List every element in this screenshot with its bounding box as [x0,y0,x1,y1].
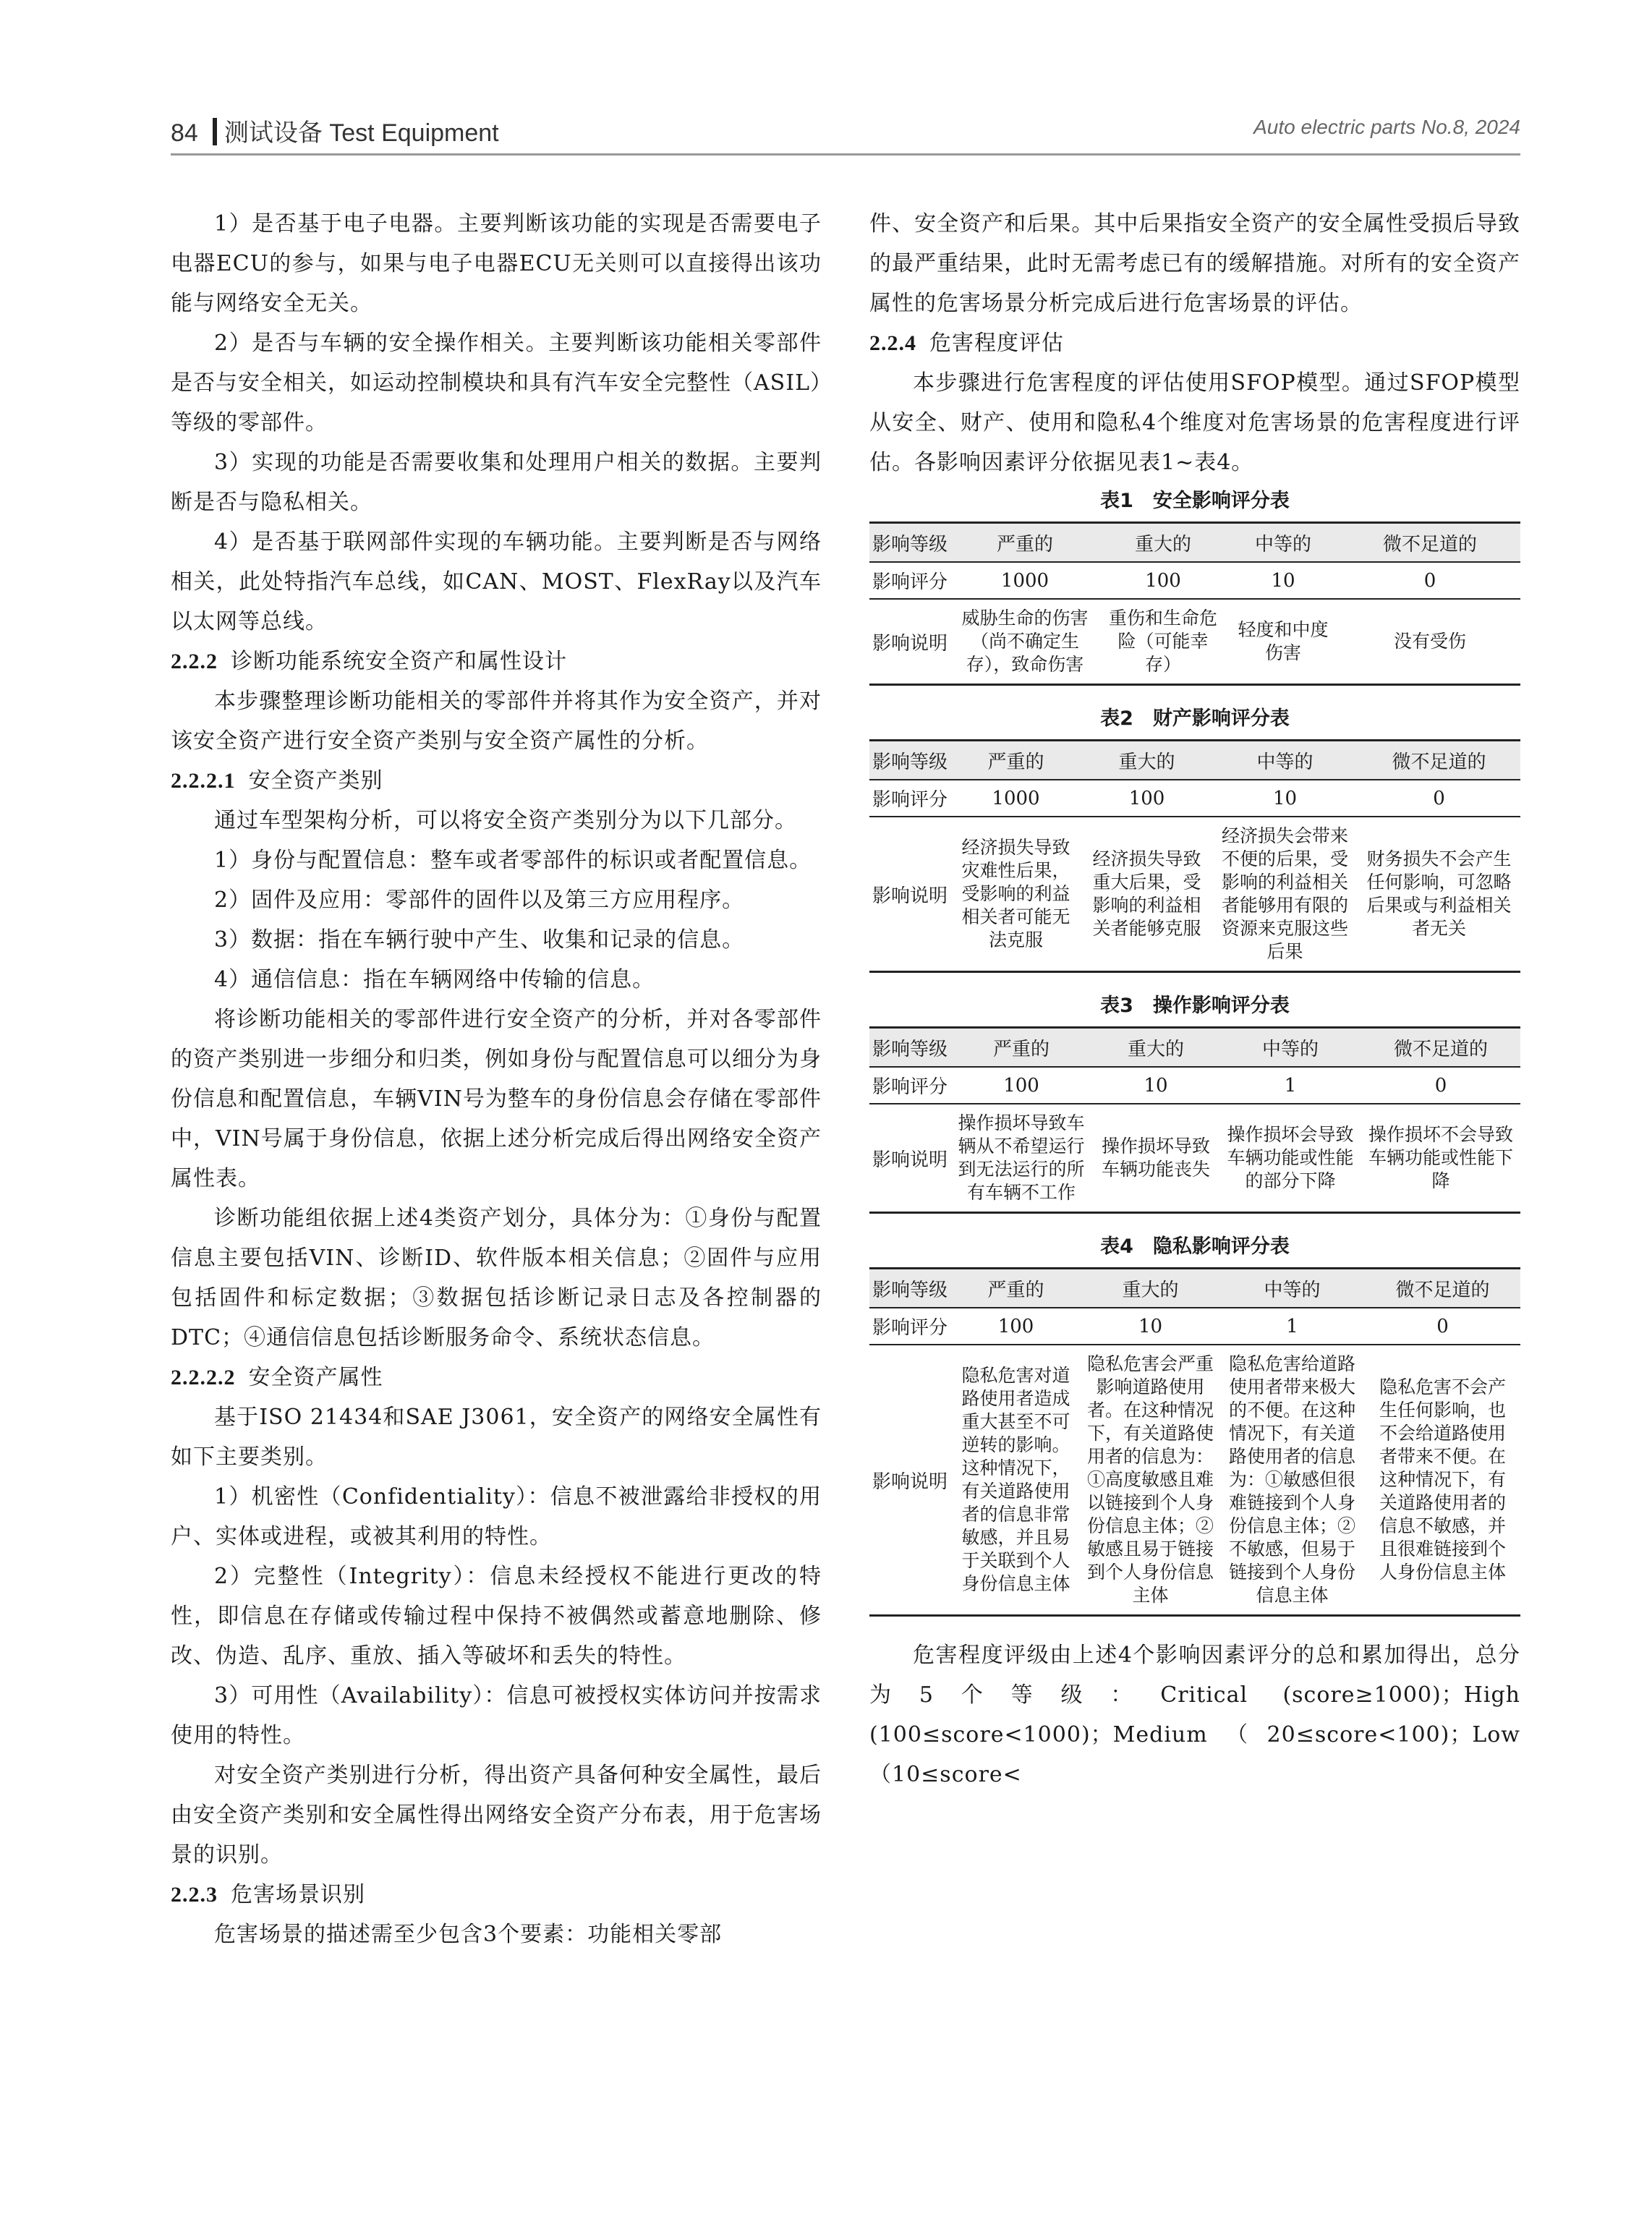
evaluation-table [869,522,1520,686]
table-caption: 表4 隐私影响评分表 [1100,1235,1290,1258]
desc-cell: 隐私危害对道路使用者造成重大甚至不可逆转的影响。这种情况下，有关道路使用者的信息非常敏感，并且易于关联到个人身份信息主体 [950,1345,1081,1616]
paragraph: 1）是否基于电子电器。主要判断该功能的实现是否需要电子电器ECU的参与，如果与电子电器ECU无关则可以直接得出该功能与网络安全无关。 [171,211,822,316]
section-heading-2-2-3 [171,1875,822,1915]
desc-cell: 重伤和生命危险（可能幸存） [1099,599,1227,685]
paragraph: 通过车型架构分析，可以将安全资产类别分为以下几部分。 [214,808,797,833]
table-row-score [869,562,1520,599]
score-cell: 0 [1365,1308,1520,1345]
section-title: 危害场景识别 [231,1882,365,1907]
score-cell: 10 [1092,1067,1219,1104]
page-header [171,108,1520,152]
table-caption: 表3 操作影响评分表 [1100,995,1290,1017]
row-header: 影响评分 [869,1308,950,1345]
score-cell: 1 [1219,1067,1361,1104]
section-label: 测试设备 Test Equipment [223,119,499,147]
table-caption: 表1 安全影响评分表 [1100,490,1290,512]
desc-cell: 操作损坏会导致车辆功能或性能的部分下降 [1219,1104,1361,1213]
section-title: 诊断功能系统安全资产和属性设计 [231,649,567,674]
level-cell: 微不足道的 [1361,1028,1520,1068]
section-title: 安全资产类别 [248,768,383,793]
section-number: 2.2.2.1 [171,769,236,793]
row-header: 影响说明 [869,817,950,972]
score-cell: 10 [1227,562,1340,599]
table-row-desc [869,1104,1520,1213]
paragraph: 基于ISO 21434和SAE J3061，安全资产的网络安全属性有如下主要类别。 [171,1405,822,1470]
table-row-desc [869,817,1520,972]
row-header: 影响等级 [869,1269,950,1308]
section-heading-2-2-2-2 [171,1358,822,1397]
paragraph: 1）身份与配置信息：整车或者零部件的标识或者配置信息。 [214,848,812,873]
right-column [869,204,1520,1795]
section-title: 安全资产属性 [248,1365,383,1390]
desc-cell: 经济损失导致重大后果，受影响的利益相关者能够克服 [1081,817,1212,972]
paragraph: 本步骤进行危害程度的评估使用SFOP模型。通过SFOP模型从安全、财产、使用和隐私4个维度对危害场景的危害程度进行评估。各影响因素评分依据见表1~表4。 [869,370,1520,475]
header-divider [213,118,217,145]
paragraph: 对安全资产类别进行分析，得出资产具备何种安全属性，最后由安全资产类别和安全属性得出网络安全资产分布表，用于危害场景的识别。 [171,1763,822,1868]
level-cell: 重大的 [1081,741,1212,780]
paragraph: 2）是否与车辆的安全操作相关。主要判断该功能相关零部件是否与安全相关，如运动控制模块和具有汽车安全完整性（ASIL）等级的零部件。 [171,331,822,435]
desc-cell: 操作损坏不会导致车辆功能或性能下降 [1361,1104,1520,1213]
paragraph: 4）通信信息：指在车辆网络中传输的信息。 [214,967,655,992]
section-number: 2.2.2.2 [171,1366,236,1389]
section-title: 危害程度评估 [929,331,1064,356]
desc-cell: 经济损失导致灾难性后果，受影响的利益相关者可能无法克服 [950,817,1081,972]
desc-cell: 轻度和中度伤害 [1227,599,1340,685]
score-cell: 100 [1081,780,1212,817]
table-row-level [869,523,1520,563]
paragraph: 1）机密性（Confidentiality）：信息不被泄露给非授权的用户、实体或进程，或被其利用的特性。 [171,1484,822,1549]
row-header: 影响评分 [869,780,950,817]
desc-cell: 操作损坏导致车辆从不希望运行到无法运行的所有车辆不工作 [950,1104,1092,1213]
desc-cell: 隐私危害不会产生任何影响，也不会给道路使用者带来不便。在这种情况下，有关道路使用者的信息不敏感，并且很难链接到个人身份信息主体 [1365,1345,1520,1616]
header-rule [171,153,1520,156]
desc-cell: 威胁生命的伤害（尚不确定生存），致命伤害 [950,599,1099,685]
level-cell: 严重的 [950,1028,1092,1068]
desc-cell: 隐私危害会严重影响道路使用者。在这种情况下，有关道路使用者的信息为：①高度敏感且难以链接到个人身份信息主体；②敏感且易于链接到个人身份信息主体 [1081,1345,1219,1616]
desc-cell: 隐私危害给道路使用者带来极大的不便。在这种情况下，有关道路使用者的信息为：①敏感但很难链接到个人身份信息主体；②不敏感，但易于链接到个人身份信息主体 [1219,1345,1365,1616]
paragraph: 危害程度评级由上述4个影响因素评分的总和累加得出，总分为5个等级：Critical (score≥1000)；High (100≤score<1000)；Medium（20≤score<100)；Low（10≤score< [869,1643,1520,1787]
row-header: 影响等级 [869,741,950,780]
header-left [171,113,499,148]
paragraph: 2）固件及应用：零部件的固件以及第三方应用程序。 [214,887,745,913]
level-cell: 重大的 [1099,523,1227,563]
level-cell: 重大的 [1092,1028,1219,1068]
row-header: 影响评分 [869,1067,950,1104]
desc-cell: 操作损坏导致车辆功能丧失 [1092,1104,1219,1213]
section-number: 2.2.3 [171,1883,218,1907]
table-row-level [869,1269,1520,1308]
score-cell: 100 [1099,562,1227,599]
evaluation-table [869,1267,1520,1617]
score-cell: 0 [1361,1067,1520,1104]
paragraph: 本步骤整理诊断功能相关的零部件并将其作为安全资产，并对该安全资产进行安全资产类别与安全资产属性的分析。 [171,689,822,754]
section-number: 2.2.4 [869,331,916,355]
section-heading-2-2-2-1 [171,761,822,801]
row-header: 影响说明 [869,1104,950,1213]
score-cell: 0 [1340,562,1520,599]
evaluation-table [869,739,1520,973]
section-number: 2.2.2 [171,650,218,673]
paragraph: 2）完整性（Integrity）：信息未经授权不能进行更改的特性，即信息在存储或传输过程中保持不被偶然或蓄意地删除、修改、伪造、乱序、重放、插入等破坏和丢失的特性。 [171,1564,822,1669]
level-cell: 微不足道的 [1358,741,1520,780]
paragraph: 诊断功能组依据上述4类资产划分，具体分为：①身份与配置信息主要包括VIN、诊断ID、软件版本相关信息；②固件与应用包括固件和标定数据；③数据包括诊断记录日志及各控制器的DTC；④通信信息包括诊断服务命令、系统状态信息。 [171,1206,822,1350]
level-cell: 中等的 [1212,741,1358,780]
desc-cell: 没有受伤 [1340,599,1520,685]
table-row-desc [869,599,1520,685]
table-4 [869,1233,1520,1617]
level-cell: 微不足道的 [1340,523,1520,563]
section-heading-2-2-2 [171,642,822,681]
journal-label: Auto electric parts No.8, 2024 [1253,116,1520,138]
level-cell: 严重的 [950,523,1099,563]
table-row-level [869,1028,1520,1068]
paragraph: 将诊断功能相关的零部件进行安全资产的分析，并对各零部件的资产类别进一步细分和归类，例如身份与配置信息可以细分为身份信息和配置信息，车辆VIN号为整车的身份信息会存储在零部件中，VIN号属于身份信息，依据上述分析完成后得出网络安全资产属性表。 [171,1007,822,1191]
table-caption: 表2 财产影响评分表 [1100,707,1290,730]
score-cell: 10 [1081,1308,1219,1345]
level-cell: 微不足道的 [1365,1269,1520,1308]
paragraph: 3）实现的功能是否需要收集和处理用户相关的数据。主要判断是否与隐私相关。 [171,450,822,515]
level-cell: 中等的 [1219,1028,1361,1068]
score-cell: 10 [1212,780,1358,817]
paragraph: 件、安全资产和后果。其中后果指安全资产的安全属性受损后导致的最严重结果，此时无需考虑已有的缓解措施。对所有的安全资产属性的危害场景分析完成后进行危害场景的评估。 [869,211,1520,316]
row-header: 影响等级 [869,1028,950,1068]
table-row-desc [869,1345,1520,1616]
row-header: 影响等级 [869,523,950,563]
level-cell: 重大的 [1081,1269,1219,1308]
score-cell: 1000 [950,780,1081,817]
row-header: 影响说明 [869,1345,950,1616]
table-1 [869,487,1520,686]
row-header: 影响说明 [869,599,950,685]
page-number: 84 [171,119,198,147]
left-column [171,204,822,1954]
desc-cell: 财务损失不会产生任何影响，可忽略后果或与利益相关者无关 [1358,817,1520,972]
score-cell: 1 [1219,1308,1365,1345]
score-cell: 1000 [950,562,1099,599]
section-heading-2-2-4 [869,323,1520,363]
level-cell: 中等的 [1227,523,1340,563]
desc-cell: 经济损失会带来不便的后果，受影响的利益相关者能够用有限的资源来克服这些后果 [1212,817,1358,972]
paragraph: 危害场景的描述需至少包含3个要素：功能相关零部 [214,1922,723,1947]
table-row-score [869,1308,1520,1345]
paragraph: 3）可用性（Availability）：信息可被授权实体访问并按需求使用的特性。 [171,1683,822,1748]
row-header: 影响评分 [869,562,950,599]
table-row-level [869,741,1520,780]
table-3 [869,992,1520,1214]
level-cell: 严重的 [950,741,1081,780]
paragraph: 4）是否基于联网部件实现的车辆功能。主要判断是否与网络相关，此处特指汽车总线，如CAN、MOST、FlexRay以及汽车以太网等总线。 [171,529,822,634]
evaluation-table [869,1026,1520,1214]
score-cell: 0 [1358,780,1520,817]
level-cell: 严重的 [950,1269,1081,1308]
table-row-score [869,1067,1520,1104]
score-cell: 100 [950,1067,1092,1104]
table-2 [869,704,1520,973]
score-cell: 100 [950,1308,1081,1345]
paragraph: 3）数据：指在车辆行驶中产生、收集和记录的信息。 [214,927,745,953]
table-row-score [869,780,1520,817]
level-cell: 中等的 [1219,1269,1365,1308]
